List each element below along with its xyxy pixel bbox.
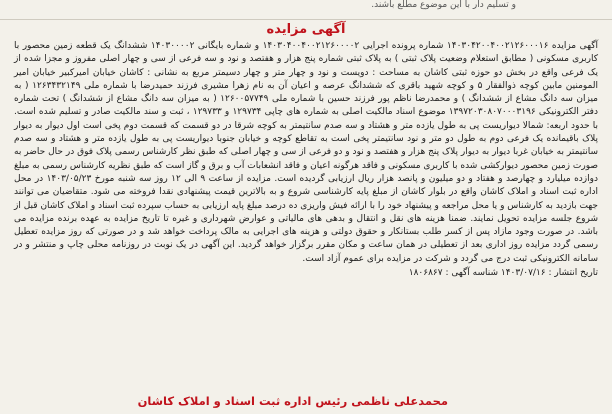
signature: محمدعلی ناظمی رئیس اداره ثبت اسناد و املاک کاشان bbox=[137, 394, 448, 408]
previous-notice-text: و تسلیم دار با این موضوع مطلع باشند. bbox=[371, 0, 516, 10]
previous-notice-fragment bbox=[0, 0, 612, 20]
notice-title: آگهی مزایده bbox=[266, 22, 346, 37]
publication-date-and-id: تاریخ انتشار : ۱۴۰۳/۰۷/۱۶ شناسه آگهی : ۱۸۰۶۸۶۷ bbox=[408, 268, 598, 279]
notice-body: آگهی مزایده ۱۴۰۳۰۴۲۰۰۴۰۰۲۱۲۶۰۰۰۱۶ شماره پرونده اجرایی ۱۴۰۳۰۴۰۰۴۰۰۲۱۲۶۰۰۰۰۲ و شماره بایگانی ۱۴۰۳۰۰۰۰۲ ششدانگ یک قطعه زمین محصور با کاربری مسکونی ( مطابق استعلام وضعیت پلاک ثبتی ) به پلاک ثبتی شماره پنج هزار و هفتصد و نود و سه فرعی از سی و چهار اصلی مفروز و مجزا شده از یک فرعی واقع در بخش دو حوزه ثبتی کاشان به مساحت : دویست و نود و چهار متر و چهار دسیمتر مربع به نشانی : کاشان خیابان امیرکبیر خیابان امیر المومنین مابین کوچه ذوالفقار ۵ و کوچه شهید باقری که ششدانگ عرصه و اعیان آن به نام زهرا مشیری فرزند حمیدرضا با شماره ملی ۱۲۶۳۴۳۲۱۴۹ ( به میزان سه دانگ مشاع از ششدانگ ) و محمدرضا ناظم پور فرزند حسین با شماره ملی ۱۲۶۰۰۵۷۷۴۹ ( به میزان سه دانگ مشاع از ششدانگ ) تحت شماره دفتر الکترونیکی ۱۳۹۷۲۰۳۰۸۰۷۰۰۰۳۱۹۶ موضوع اسناد مالکیت اصلی به شماره های چاپی ۱۲۹۷۳۴ و ۱۲۹۷۳۳ ، ثبت و سند مالکیت صادر و تسلیم شده است. با حدود اربعه: شمالا دیواریست پی به طول یازده متر و هشتاد و سه صدم سانتیمتر به کوچه شرقا در دو قسمت که قسمت دوم پخی است اول دیوار به دیوار پلاک باقیمانده یک فرعی دوم به طول دو متر و نود سانتیمتر پخی است به تقاطع کوچه و خیابان جنوبا دیواریست پی به طول یازده متر و هشتاد و سه صدم سانتیمتر به خیابان غربا دیوار به دیوار پلاک پنج هزار و هفتصد و نود و دو فرعی از سی و چهار اصلی که طبق نظر کارشناس رسمی پلاک فوق در حال حاضر به صورت زمین محصور دیوارکشی شده با کاربری مسکونی و فاقد هرگونه اعیان و فاقد انشعابات آب و برق و گاز است که طبق نظریه کارشناس رسمی به مبلغ دوازده میلیارد و چهارصد و هفتاد و دو میلیون و پانصد هزار ریال ارزیابی گردیده است. مزایده از ساعت ۹ الی ۱۲ روز سه شنبه مورخ ۱۴۰۳/۰۵/۲۳ در محل اداره ثبت اسناد و املاک کاشان واقع در بلوار کاشان از مبلغ پایه کارشناسی شروع و به بالاترین قیمت پیشنهادی نقدا فروخته می شود. متقاضیان می توانند جهت بازدید به کارشناس و یا محل مراجعه و پیشنهاد خود را با ارائه فیش واریزی ده درصد مبلغ پایه ارزیابی به حساب سپرده ثبت اسناد و املاک کاشان قبل از شروع جلسه مزایده تحویل نمایند. ضمنا هزینه های نقل و انتقال و بدهی های مالیاتی و عوارض شهرداری و غیره تا تاریخ مزایده به عهده برنده مزایده می باشد. در صورت وجود مازاد پس از کسر طلب بستانکار و حقوق دولتی و هزینه های اجرایی به مالک پرداخت خواهد شد و در صورتی که روز مزایده تعطیل رسمی گردد مزایده روز اداری بعد از تعطیلی در همان ساعت و مکان مقرر برگزار خواهد گردید. این آگهی در یک نوبت در روزنامه محلی چاپ و منتشر و در سامانه الکترونیکی ثبت درج می گردد و شرکت در مزایده برای عموم آزاد است. bbox=[14, 41, 599, 264]
auction-notice bbox=[14, 22, 598, 410]
